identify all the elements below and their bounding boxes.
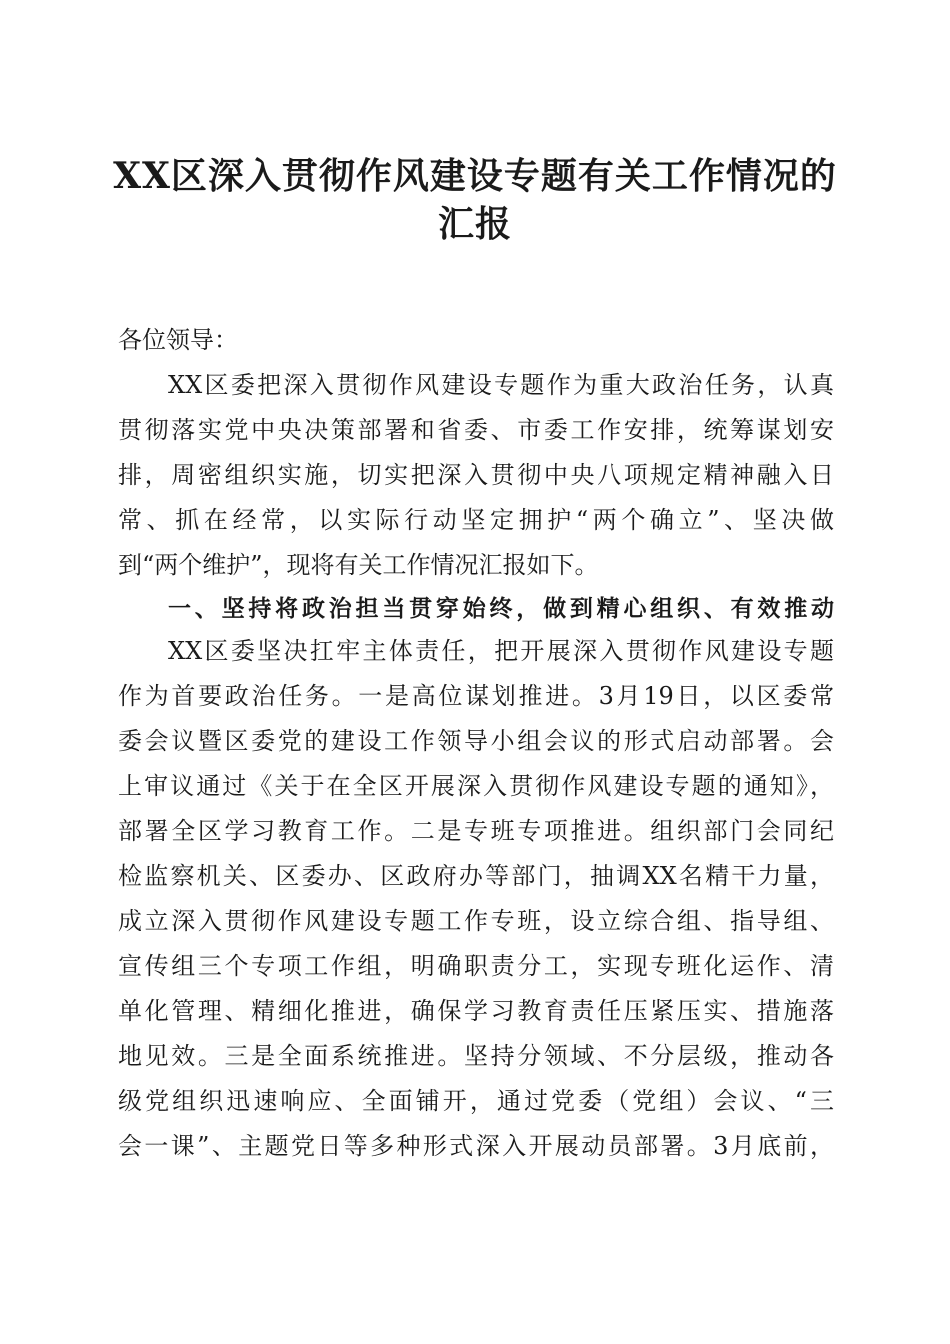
section-1-heading: 一、坚持将政治担当贯穿始终，做到精心组织、有效推动: [168, 596, 834, 622]
salutation: 各位领导：: [118, 326, 238, 354]
document-title-line-1: XX区深入贯彻作风建设专题有关工作情况的: [113, 155, 837, 197]
section-1-paragraph-line: 会一课”、主题党日等多种形式深入开展动员部署。3月底前，: [118, 1132, 834, 1160]
section-1-paragraph-line: 宣传组三个专项工作组，明确职责分工，实现专班化运作、清: [118, 952, 834, 980]
section-1-paragraph-line: 作为首要政治任务。一是高位谋划推进。3月19日，以区委常: [118, 682, 834, 710]
section-1-paragraph-line: 上审议通过《关于在全区开展深入贯彻作风建设专题的通知》，: [118, 772, 834, 800]
intro-paragraph-line: 常、抓在经常，以实际行动坚定拥护“两个确立”、坚决做: [118, 506, 834, 534]
section-1-paragraph-line: XX区委坚决扛牢主体责任，把开展深入贯彻作风建设专题: [168, 637, 834, 665]
section-1-paragraph-line: 委会议暨区委党的建设工作领导小组会议的形式启动部署。会: [118, 727, 834, 755]
document-title-line-2: 汇报: [437, 203, 512, 245]
section-1-paragraph-line: 级党组织迅速响应、全面铺开，通过党委（党组）会议、“三: [118, 1087, 834, 1115]
intro-paragraph-line: XX区委把深入贯彻作风建设专题作为重大政治任务，认真: [168, 371, 834, 399]
intro-paragraph-line: 排，周密组织实施，切实把深入贯彻中央八项规定精神融入日: [118, 461, 834, 489]
intro-paragraph-line: 贯彻落实党中央决策部署和省委、市委工作安排，统筹谋划安: [118, 416, 834, 444]
section-1-paragraph-line: 检监察机关、区委办、区政府办等部门，抽调XX名精干力量，: [118, 862, 834, 890]
section-1-paragraph-line: 部署全区学习教育工作。二是专班专项推进。组织部门会同纪: [118, 817, 834, 845]
intro-paragraph-line: 到“两个维护”，现将有关工作情况汇报如下。: [118, 551, 599, 579]
section-1-paragraph-line: 成立深入贯彻作风建设专题工作专班，设立综合组、指导组、: [118, 907, 834, 935]
section-1-paragraph-line: 地见效。三是全面系统推进。坚持分领域、不分层级，推动各: [118, 1042, 834, 1070]
section-1-paragraph-line: 单化管理、精细化推进，确保学习教育责任压紧压实、措施落: [118, 997, 834, 1025]
